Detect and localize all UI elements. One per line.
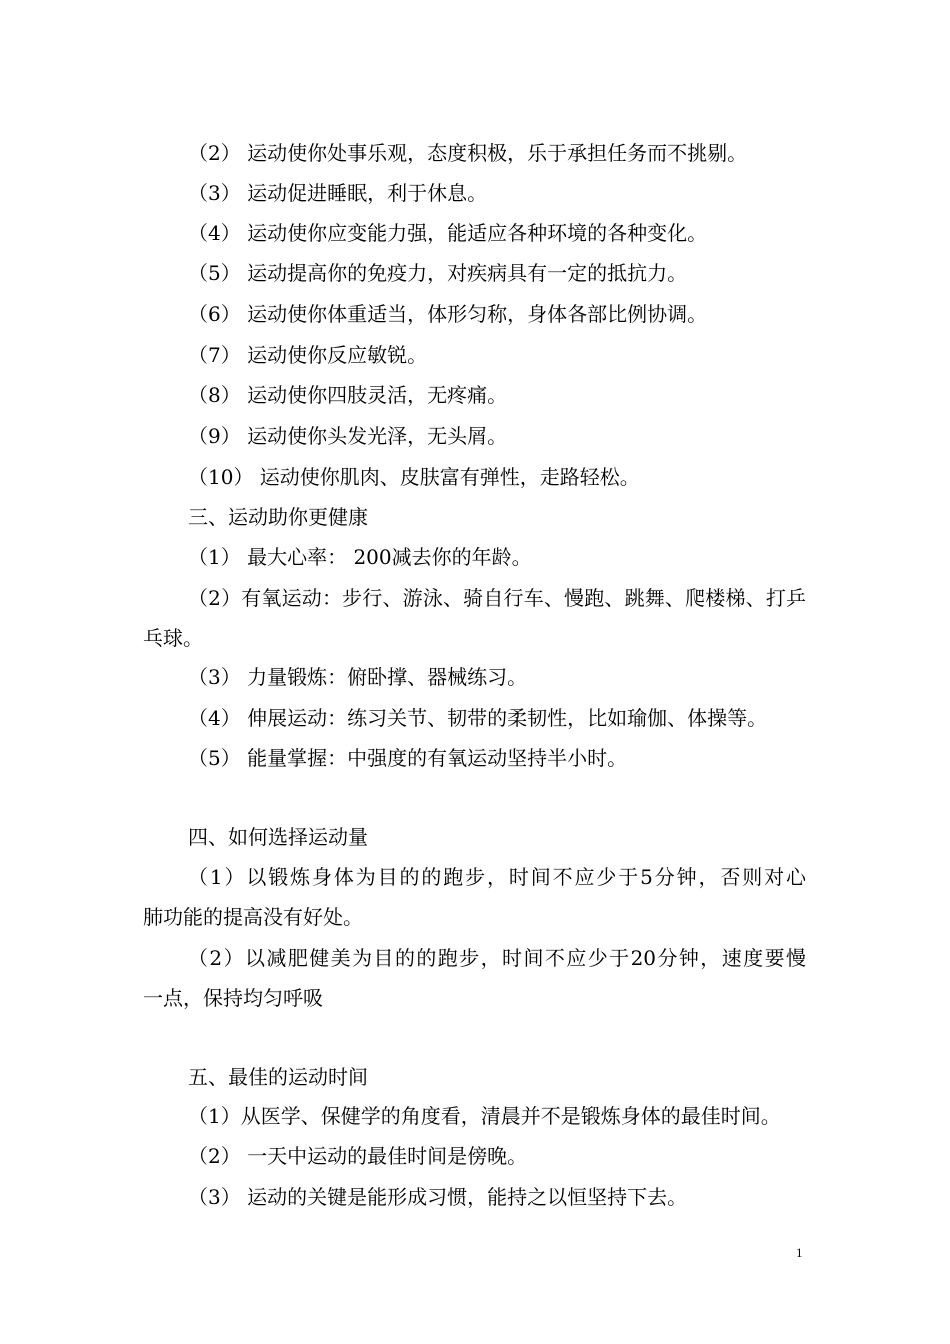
text-line: （3） 运动促进睡眠，利于休息。 xyxy=(188,181,488,205)
text-line: （1） 最大心率： 200减去你的年龄。 xyxy=(188,545,532,569)
text-line: （3） 运动的关键是能形成习惯，能持之以恒坚持下去。 xyxy=(188,1185,688,1209)
text-line: （3） 力量锻炼：俯卧撑、器械练习。 xyxy=(188,665,528,689)
text-line: 肺功能的提高没有好处。 xyxy=(143,905,363,929)
text-line: （10） 运动使你肌肉、皮肤富有弹性，走路轻松。 xyxy=(188,465,640,489)
text-line: （5） 能量掌握：中强度的有氧运动坚持半小时。 xyxy=(188,746,628,770)
section-heading: 四、如何选择运动量 xyxy=(188,825,368,849)
text-line: （2） 运动使你处事乐观，态度积极，乐于承担任务而不挑剔。 xyxy=(188,141,748,165)
text-line: （9） 运动使你头发光泽，无头屑。 xyxy=(188,424,508,448)
text-line: 乓球。 xyxy=(143,626,203,650)
text-line: （4） 运动使你应变能力强，能适应各种环境的各种变化。 xyxy=(188,221,708,245)
text-line: （5） 运动提高你的免疫力，对疾病具有一定的抵抗力。 xyxy=(188,261,688,285)
text-line: （1）以锻炼身体为目的的跑步，时间不应少于5分钟，否则对心 xyxy=(188,865,806,889)
text-line: （2） 一天中运动的最佳时间是傍晚。 xyxy=(188,1144,528,1168)
text-line: （8） 运动使你四肢灵活，无疼痛。 xyxy=(188,383,508,407)
text-line: （6） 运动使你体重适当，体形匀称，身体各部比例协调。 xyxy=(188,302,708,326)
text-line: （2）有氧运动：步行、游泳、骑自行车、慢跑、跳舞、爬楼梯、打乒 xyxy=(188,586,806,610)
page-number: 1 xyxy=(796,1245,803,1260)
section-heading: 三、运动助你更健康 xyxy=(188,505,368,529)
text-line: （4） 伸展运动：练习关节、韧带的柔韧性，比如瑜伽、体操等。 xyxy=(188,706,768,730)
section-heading: 五、最佳的运动时间 xyxy=(188,1065,368,1089)
text-line: （1）从医学、保健学的角度看，清晨并不是锻炼身体的最佳时间。 xyxy=(188,1104,781,1128)
text-line: （2）以减肥健美为目的的跑步，时间不应少于20分钟，速度要慢 xyxy=(188,946,806,970)
text-line: （7） 运动使你反应敏锐。 xyxy=(188,343,428,367)
text-line: 一点，保持均匀呼吸 xyxy=(143,986,323,1010)
